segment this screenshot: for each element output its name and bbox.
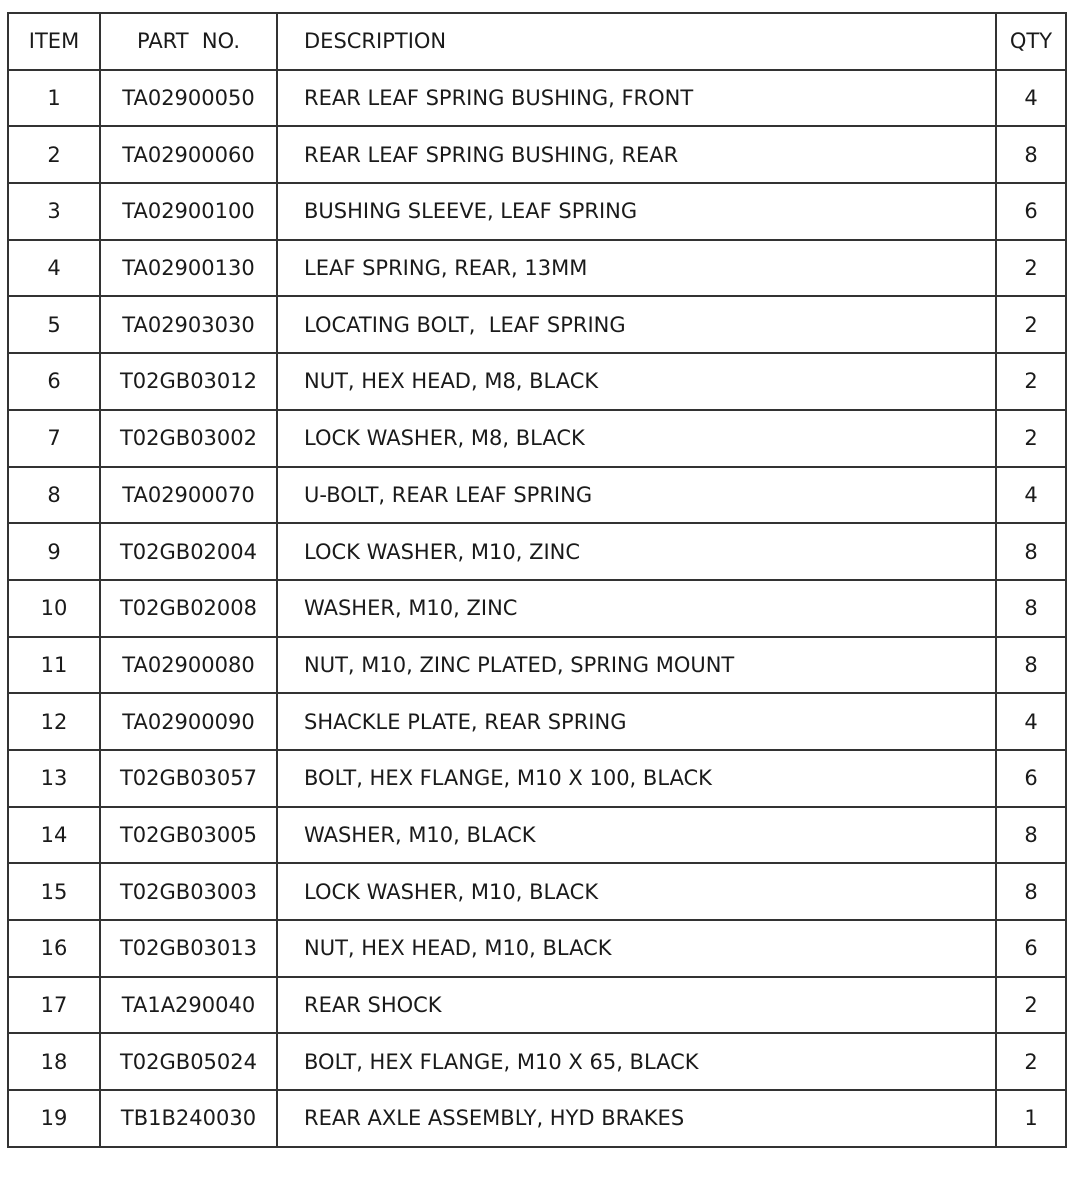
cell-part-no: T02GB03012 bbox=[100, 353, 277, 410]
table-row bbox=[8, 977, 1066, 1034]
cell-qty: 1 bbox=[996, 1090, 1066, 1147]
cell-item: 16 bbox=[8, 920, 100, 977]
cell-description: U-BOLT, REAR LEAF SPRING bbox=[277, 467, 996, 524]
cell-item: 9 bbox=[8, 523, 100, 580]
cell-description: REAR SHOCK bbox=[277, 977, 996, 1034]
cell-part-no: T02GB03057 bbox=[100, 750, 277, 807]
cell-qty: 8 bbox=[996, 523, 1066, 580]
cell-description: REAR LEAF SPRING BUSHING, FRONT bbox=[277, 70, 996, 127]
cell-qty: 8 bbox=[996, 580, 1066, 637]
cell-description: NUT, HEX HEAD, M8, BLACK bbox=[277, 353, 996, 410]
header-row bbox=[8, 13, 1066, 70]
cell-description: BOLT, HEX FLANGE, M10 X 100, BLACK bbox=[277, 750, 996, 807]
cell-part-no: TA02900090 bbox=[100, 693, 277, 750]
cell-description: REAR AXLE ASSEMBLY, HYD BRAKES bbox=[277, 1090, 996, 1147]
cell-item: 18 bbox=[8, 1033, 100, 1090]
cell-qty: 4 bbox=[996, 70, 1066, 127]
cell-qty: 2 bbox=[996, 977, 1066, 1034]
cell-part-no: TA02900130 bbox=[100, 240, 277, 297]
cell-part-no: TB1B240030 bbox=[100, 1090, 277, 1147]
cell-qty: 4 bbox=[996, 467, 1066, 524]
cell-item: 6 bbox=[8, 353, 100, 410]
cell-qty: 6 bbox=[996, 183, 1066, 240]
cell-item: 11 bbox=[8, 637, 100, 694]
cell-qty: 8 bbox=[996, 126, 1066, 183]
cell-part-no: T02GB02004 bbox=[100, 523, 277, 580]
cell-qty: 2 bbox=[996, 296, 1066, 353]
cell-qty: 2 bbox=[996, 240, 1066, 297]
cell-description: LOCK WASHER, M10, ZINC bbox=[277, 523, 996, 580]
cell-item: 15 bbox=[8, 863, 100, 920]
cell-item: 19 bbox=[8, 1090, 100, 1147]
cell-item: 17 bbox=[8, 977, 100, 1034]
table-body bbox=[8, 70, 1066, 1147]
table-row bbox=[8, 70, 1066, 127]
cell-part-no: TA1A290040 bbox=[100, 977, 277, 1034]
cell-description: LOCATING BOLT, LEAF SPRING bbox=[277, 296, 996, 353]
table-row bbox=[8, 807, 1066, 864]
table-row bbox=[8, 637, 1066, 694]
cell-item: 5 bbox=[8, 296, 100, 353]
cell-description: SHACKLE PLATE, REAR SPRING bbox=[277, 693, 996, 750]
cell-description: BUSHING SLEEVE, LEAF SPRING bbox=[277, 183, 996, 240]
cell-part-no: T02GB05024 bbox=[100, 1033, 277, 1090]
cell-part-no: TA02900070 bbox=[100, 467, 277, 524]
table-row bbox=[8, 523, 1066, 580]
cell-item: 13 bbox=[8, 750, 100, 807]
cell-qty: 2 bbox=[996, 1033, 1066, 1090]
cell-item: 1 bbox=[8, 70, 100, 127]
table-row bbox=[8, 240, 1066, 297]
table-row bbox=[8, 353, 1066, 410]
cell-description: BOLT, HEX FLANGE, M10 X 65, BLACK bbox=[277, 1033, 996, 1090]
table-row bbox=[8, 863, 1066, 920]
table-row bbox=[8, 693, 1066, 750]
table-header bbox=[8, 13, 1066, 70]
cell-part-no: TA02900080 bbox=[100, 637, 277, 694]
cell-qty: 4 bbox=[996, 693, 1066, 750]
table-row bbox=[8, 1033, 1066, 1090]
cell-part-no: T02GB02008 bbox=[100, 580, 277, 637]
table-row bbox=[8, 750, 1066, 807]
cell-part-no: T02GB03005 bbox=[100, 807, 277, 864]
table-row bbox=[8, 1090, 1066, 1147]
cell-part-no: TA02900100 bbox=[100, 183, 277, 240]
cell-item: 3 bbox=[8, 183, 100, 240]
table-row bbox=[8, 467, 1066, 524]
header-description: DESCRIPTION bbox=[277, 13, 996, 70]
cell-item: 2 bbox=[8, 126, 100, 183]
header-qty: QTY bbox=[996, 13, 1066, 70]
cell-description: LOCK WASHER, M10, BLACK bbox=[277, 863, 996, 920]
table-row bbox=[8, 183, 1066, 240]
cell-item: 8 bbox=[8, 467, 100, 524]
cell-description: WASHER, M10, BLACK bbox=[277, 807, 996, 864]
cell-qty: 8 bbox=[996, 863, 1066, 920]
table-row bbox=[8, 410, 1066, 467]
cell-qty: 6 bbox=[996, 750, 1066, 807]
header-item: ITEM bbox=[8, 13, 100, 70]
cell-item: 7 bbox=[8, 410, 100, 467]
table-row bbox=[8, 296, 1066, 353]
cell-qty: 2 bbox=[996, 353, 1066, 410]
cell-description: NUT, HEX HEAD, M10, BLACK bbox=[277, 920, 996, 977]
cell-description: REAR LEAF SPRING BUSHING, REAR bbox=[277, 126, 996, 183]
cell-qty: 8 bbox=[996, 637, 1066, 694]
cell-description: LOCK WASHER, M8, BLACK bbox=[277, 410, 996, 467]
cell-description: LEAF SPRING, REAR, 13MM bbox=[277, 240, 996, 297]
header-part-no: PART NO. bbox=[100, 13, 277, 70]
cell-qty: 2 bbox=[996, 410, 1066, 467]
table-row bbox=[8, 126, 1066, 183]
cell-qty: 6 bbox=[996, 920, 1066, 977]
cell-description: WASHER, M10, ZINC bbox=[277, 580, 996, 637]
cell-item: 10 bbox=[8, 580, 100, 637]
cell-item: 4 bbox=[8, 240, 100, 297]
cell-item: 14 bbox=[8, 807, 100, 864]
cell-description: NUT, M10, ZINC PLATED, SPRING MOUNT bbox=[277, 637, 996, 694]
cell-part-no: T02GB03013 bbox=[100, 920, 277, 977]
parts-table bbox=[7, 12, 1067, 1148]
cell-part-no: TA02900060 bbox=[100, 126, 277, 183]
cell-item: 12 bbox=[8, 693, 100, 750]
cell-qty: 8 bbox=[996, 807, 1066, 864]
cell-part-no: T02GB03002 bbox=[100, 410, 277, 467]
table-row bbox=[8, 580, 1066, 637]
table-row bbox=[8, 920, 1066, 977]
cell-part-no: T02GB03003 bbox=[100, 863, 277, 920]
cell-part-no: TA02900050 bbox=[100, 70, 277, 127]
cell-part-no: TA02903030 bbox=[100, 296, 277, 353]
